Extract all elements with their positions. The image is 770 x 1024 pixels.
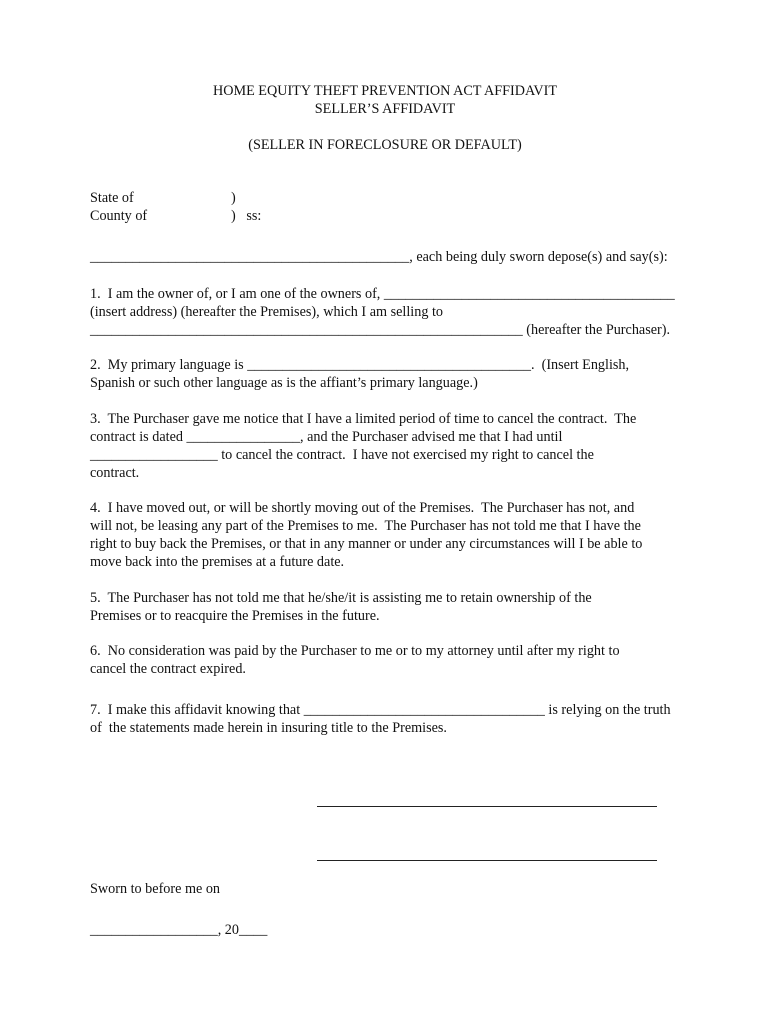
notary-date-line: __________________, 20____ xyxy=(90,922,268,938)
paragraph-6-line-1: 6. No consideration was paid by the Purchaser to me or to my attorney until after my right to xyxy=(90,643,620,659)
document-subtitle: SELLER’S AFFIDAVIT xyxy=(314,101,456,117)
deponents-line: _____________________________________________, each being duly sworn depose(s) and say(s): xyxy=(90,249,668,265)
venue-bracket-1: ) xyxy=(231,190,236,206)
paragraph-1-line-1: 1. I am the owner of, or I am one of the owners of, _________________________________________ xyxy=(90,286,675,302)
paragraph-4-line-4: move back into the premises at a future date. xyxy=(90,554,345,570)
paragraph-3-line-2: contract is dated ________________, and the Purchaser advised me that I had until xyxy=(90,429,563,445)
venue-bracket-ss: ) ss: xyxy=(231,208,262,224)
paragraph-1-line-3: _____________________________________________________________ (hereafter the Purchaser). xyxy=(90,322,671,338)
paragraph-5-line-1: 5. The Purchaser has not told me that he/she/it is assisting me to retain ownership of the xyxy=(90,590,592,606)
paragraph-4-line-1: 4. I have moved out, or will be shortly moving out of the Premises. The Purchaser has not, and xyxy=(90,500,635,516)
signature-line-1 xyxy=(317,806,657,807)
paragraph-3-line-1: 3. The Purchaser gave me notice that I have a limited period of time to cancel the contract. The xyxy=(90,411,637,427)
paragraph-1-line-2: (insert address) (hereafter the Premises), which I am selling to xyxy=(90,304,443,320)
paragraph-3-line-4: contract. xyxy=(90,465,140,481)
document-title: HOME EQUITY THEFT PREVENTION ACT AFFIDAVIT xyxy=(212,83,558,99)
paragraph-4-line-3: right to buy back the Premises, or that in any manner or under any circumstances will I be able to xyxy=(90,536,643,552)
venue-state-label: State of xyxy=(90,190,134,206)
paragraph-2-line-1: 2. My primary language is ________________________________________. (Insert English, xyxy=(90,357,630,373)
signature-line-2 xyxy=(317,860,657,861)
paragraph-7-line-2: of the statements made herein in insuring title to the Premises. xyxy=(90,720,447,736)
paragraph-2-line-2: Spanish or such other language as is the affiant’s primary language.) xyxy=(90,375,478,391)
paragraph-7-line-1: 7. I make this affidavit knowing that __________________________________ is relying on the truth xyxy=(90,702,671,718)
document-condition: (SELLER IN FORECLOSURE OR DEFAULT) xyxy=(248,137,522,153)
paragraph-3-line-3: __________________ to cancel the contract. I have not exercised my right to cancel the xyxy=(90,447,594,463)
paragraph-6-line-2: cancel the contract expired. xyxy=(90,661,246,677)
paragraph-5-line-2: Premises or to reacquire the Premises in the future. xyxy=(90,608,380,624)
venue-county-label: County of xyxy=(90,208,148,224)
paragraph-4-line-2: will not, be leasing any part of the Premises to me. The Purchaser has not told me that I have the xyxy=(90,518,641,534)
sworn-before-me: Sworn to before me on xyxy=(90,881,221,897)
